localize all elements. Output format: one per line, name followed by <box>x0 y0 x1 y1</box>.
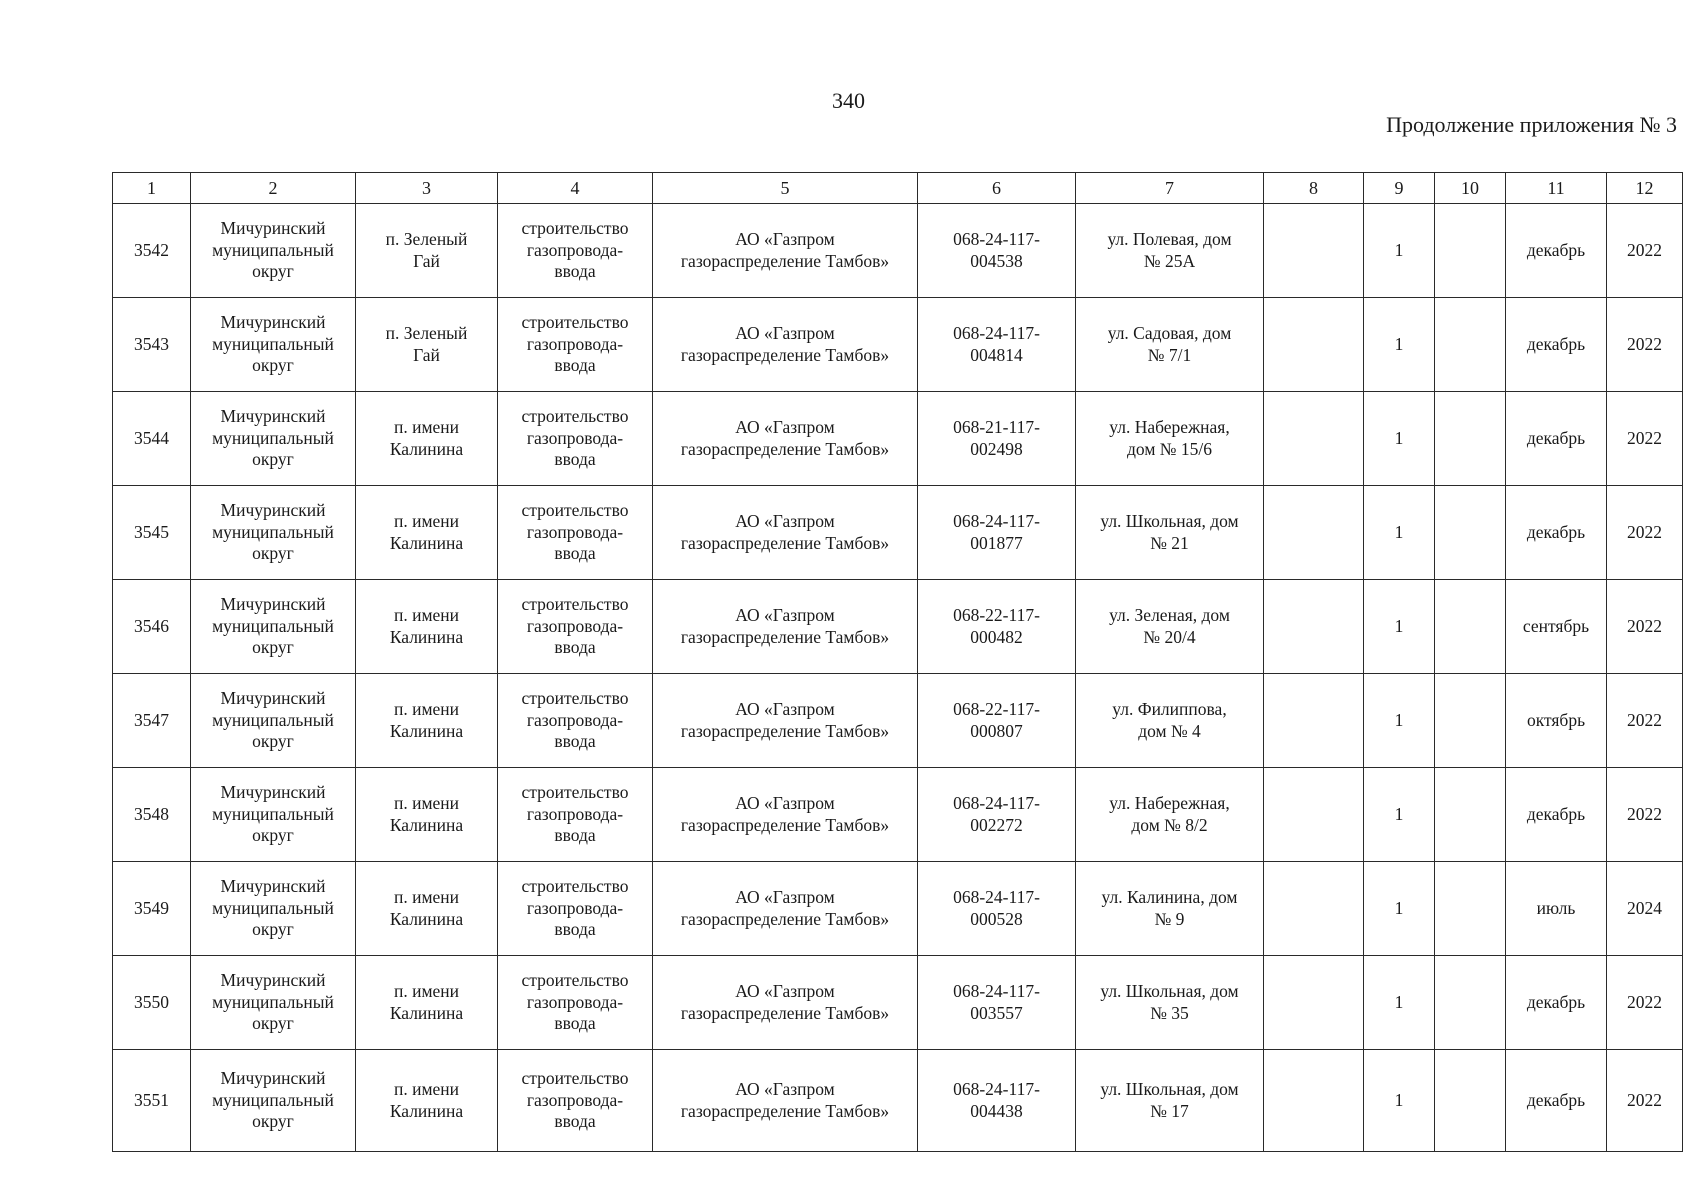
settlement-cell: п. имени Калинина <box>356 862 498 956</box>
column-8-cell <box>1264 862 1364 956</box>
district-cell: Мичуринский муниципальный округ <box>191 862 356 956</box>
organization-cell: АО «Газпром газораспределение Тамбов» <box>653 580 918 674</box>
month-cell: сентябрь <box>1506 580 1607 674</box>
column-header: 8 <box>1264 173 1364 204</box>
table-row <box>113 768 1683 862</box>
month-cell: декабрь <box>1506 1050 1607 1152</box>
year-cell: 2022 <box>1607 392 1683 486</box>
object-code-cell: 068-24-117- 002272 <box>918 768 1076 862</box>
organization-cell: АО «Газпром газораспределение Тамбов» <box>653 862 918 956</box>
settlement-cell: п. имени Калинина <box>356 1050 498 1152</box>
column-header: 7 <box>1076 173 1264 204</box>
column-header: 5 <box>653 173 918 204</box>
object-code-cell: 068-24-117- 004814 <box>918 298 1076 392</box>
table-row <box>113 674 1683 768</box>
district-cell: Мичуринский муниципальный округ <box>191 298 356 392</box>
settlement-cell: п. имени Калинина <box>356 580 498 674</box>
row-number: 3546 <box>113 580 191 674</box>
table-row <box>113 298 1683 392</box>
district-cell: Мичуринский муниципальный округ <box>191 392 356 486</box>
column-10-cell <box>1435 862 1506 956</box>
settlement-cell: п. имени Калинина <box>356 392 498 486</box>
column-8-cell <box>1264 298 1364 392</box>
month-cell: декабрь <box>1506 298 1607 392</box>
address-cell: ул. Полевая, дом № 25А <box>1076 204 1264 298</box>
column-10-cell <box>1435 392 1506 486</box>
work-type-cell: строительство газопровода- ввода <box>498 580 653 674</box>
month-cell: июль <box>1506 862 1607 956</box>
column-header: 11 <box>1506 173 1607 204</box>
work-type-cell: строительство газопровода- ввода <box>498 1050 653 1152</box>
column-header: 6 <box>918 173 1076 204</box>
column-10-cell <box>1435 674 1506 768</box>
organization-cell: АО «Газпром газораспределение Тамбов» <box>653 674 918 768</box>
column-header: 4 <box>498 173 653 204</box>
work-type-cell: строительство газопровода- ввода <box>498 674 653 768</box>
address-cell: ул. Калинина, дом № 9 <box>1076 862 1264 956</box>
organization-cell: АО «Газпром газораспределение Тамбов» <box>653 204 918 298</box>
address-cell: ул. Школьная, дом № 21 <box>1076 486 1264 580</box>
column-8-cell <box>1264 204 1364 298</box>
table-row <box>113 956 1683 1050</box>
column-header: 9 <box>1364 173 1435 204</box>
object-code-cell: 068-24-117- 001877 <box>918 486 1076 580</box>
organization-cell: АО «Газпром газораспределение Тамбов» <box>653 768 918 862</box>
column-header: 1 <box>113 173 191 204</box>
row-number: 3549 <box>113 862 191 956</box>
column-8-cell <box>1264 956 1364 1050</box>
organization-cell: АО «Газпром газораспределение Тамбов» <box>653 1050 918 1152</box>
row-number: 3544 <box>113 392 191 486</box>
year-cell: 2022 <box>1607 298 1683 392</box>
table-row <box>113 1050 1683 1152</box>
quantity-cell: 1 <box>1364 204 1435 298</box>
row-number: 3548 <box>113 768 191 862</box>
column-8-cell <box>1264 674 1364 768</box>
address-cell: ул. Школьная, дом № 35 <box>1076 956 1264 1050</box>
object-code-cell: 068-24-117- 004438 <box>918 1050 1076 1152</box>
column-10-cell <box>1435 204 1506 298</box>
quantity-cell: 1 <box>1364 392 1435 486</box>
work-type-cell: строительство газопровода- ввода <box>498 392 653 486</box>
column-10-cell <box>1435 580 1506 674</box>
year-cell: 2024 <box>1607 862 1683 956</box>
quantity-cell: 1 <box>1364 956 1435 1050</box>
year-cell: 2022 <box>1607 486 1683 580</box>
district-cell: Мичуринский муниципальный округ <box>191 674 356 768</box>
month-cell: декабрь <box>1506 204 1607 298</box>
quantity-cell: 1 <box>1364 1050 1435 1152</box>
column-10-cell <box>1435 768 1506 862</box>
object-code-cell: 068-24-117- 003557 <box>918 956 1076 1050</box>
row-number: 3545 <box>113 486 191 580</box>
organization-cell: АО «Газпром газораспределение Тамбов» <box>653 956 918 1050</box>
column-header: 10 <box>1435 173 1506 204</box>
month-cell: декабрь <box>1506 392 1607 486</box>
year-cell: 2022 <box>1607 674 1683 768</box>
object-code-cell: 068-24-117- 000528 <box>918 862 1076 956</box>
year-cell: 2022 <box>1607 1050 1683 1152</box>
settlement-cell: п. имени Калинина <box>356 956 498 1050</box>
column-8-cell <box>1264 1050 1364 1152</box>
column-8-cell <box>1264 768 1364 862</box>
table-row <box>113 580 1683 674</box>
settlement-cell: п. имени Калинина <box>356 768 498 862</box>
row-number: 3551 <box>113 1050 191 1152</box>
object-code-cell: 068-22-117- 000807 <box>918 674 1076 768</box>
work-type-cell: строительство газопровода- ввода <box>498 204 653 298</box>
column-8-cell <box>1264 580 1364 674</box>
column-10-cell <box>1435 486 1506 580</box>
year-cell: 2022 <box>1607 580 1683 674</box>
column-8-cell <box>1264 392 1364 486</box>
settlement-cell: п. имени Калинина <box>356 486 498 580</box>
address-cell: ул. Школьная, дом № 17 <box>1076 1050 1264 1152</box>
address-cell: ул. Филиппова, дом № 4 <box>1076 674 1264 768</box>
table-row <box>113 204 1683 298</box>
quantity-cell: 1 <box>1364 768 1435 862</box>
row-number: 3547 <box>113 674 191 768</box>
column-header: 3 <box>356 173 498 204</box>
page-number: 340 <box>832 88 865 113</box>
column-header: 2 <box>191 173 356 204</box>
address-cell: ул. Набережная, дом № 8/2 <box>1076 768 1264 862</box>
address-cell: ул. Зеленая, дом № 20/4 <box>1076 580 1264 674</box>
district-cell: Мичуринский муниципальный округ <box>191 956 356 1050</box>
table-body <box>113 204 1683 1152</box>
column-8-cell <box>1264 486 1364 580</box>
address-cell: ул. Садовая, дом № 7/1 <box>1076 298 1264 392</box>
appendix-note: Продолжение приложения № 3 <box>1386 112 1677 137</box>
work-type-cell: строительство газопровода- ввода <box>498 956 653 1050</box>
work-type-cell: строительство газопровода- ввода <box>498 298 653 392</box>
district-cell: Мичуринский муниципальный округ <box>191 1050 356 1152</box>
work-type-cell: строительство газопровода- ввода <box>498 486 653 580</box>
table-row <box>113 486 1683 580</box>
year-cell: 2022 <box>1607 768 1683 862</box>
quantity-cell: 1 <box>1364 486 1435 580</box>
month-cell: декабрь <box>1506 956 1607 1050</box>
quantity-cell: 1 <box>1364 862 1435 956</box>
column-10-cell <box>1435 298 1506 392</box>
column-number-row <box>113 173 1683 204</box>
work-type-cell: строительство газопровода- ввода <box>498 862 653 956</box>
register-table <box>112 172 1683 1152</box>
organization-cell: АО «Газпром газораспределение Тамбов» <box>653 392 918 486</box>
year-cell: 2022 <box>1607 204 1683 298</box>
month-cell: октябрь <box>1506 674 1607 768</box>
settlement-cell: п. Зеленый Гай <box>356 298 498 392</box>
row-number: 3543 <box>113 298 191 392</box>
organization-cell: АО «Газпром газораспределение Тамбов» <box>653 298 918 392</box>
month-cell: декабрь <box>1506 486 1607 580</box>
quantity-cell: 1 <box>1364 674 1435 768</box>
object-code-cell: 068-22-117- 000482 <box>918 580 1076 674</box>
settlement-cell: п. имени Калинина <box>356 674 498 768</box>
organization-cell: АО «Газпром газораспределение Тамбов» <box>653 486 918 580</box>
district-cell: Мичуринский муниципальный округ <box>191 580 356 674</box>
object-code-cell: 068-24-117- 004538 <box>918 204 1076 298</box>
object-code-cell: 068-21-117- 002498 <box>918 392 1076 486</box>
work-type-cell: строительство газопровода- ввода <box>498 768 653 862</box>
address-cell: ул. Набережная, дом № 15/6 <box>1076 392 1264 486</box>
column-header: 12 <box>1607 173 1683 204</box>
month-cell: декабрь <box>1506 768 1607 862</box>
district-cell: Мичуринский муниципальный округ <box>191 768 356 862</box>
quantity-cell: 1 <box>1364 298 1435 392</box>
year-cell: 2022 <box>1607 956 1683 1050</box>
quantity-cell: 1 <box>1364 580 1435 674</box>
column-10-cell <box>1435 1050 1506 1152</box>
row-number: 3542 <box>113 204 191 298</box>
table-row <box>113 862 1683 956</box>
table-row <box>113 392 1683 486</box>
settlement-cell: п. Зеленый Гай <box>356 204 498 298</box>
row-number: 3550 <box>113 956 191 1050</box>
district-cell: Мичуринский муниципальный округ <box>191 486 356 580</box>
column-10-cell <box>1435 956 1506 1050</box>
district-cell: Мичуринский муниципальный округ <box>191 204 356 298</box>
